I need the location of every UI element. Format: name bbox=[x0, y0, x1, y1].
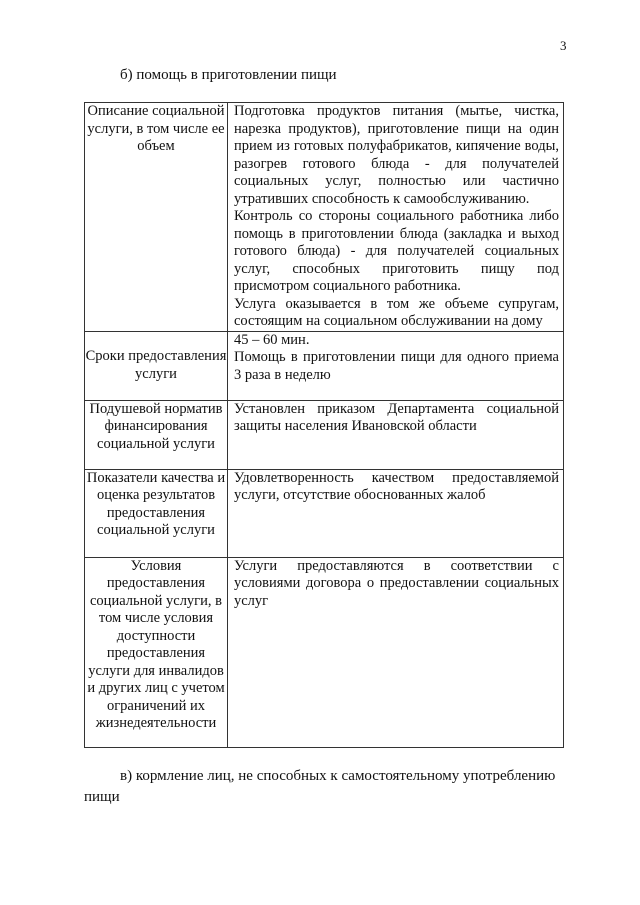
table-row-quality bbox=[85, 469, 564, 557]
value-paragraph: Установлен приказом Департамента социальной защиты населения Ивановской области bbox=[234, 400, 559, 434]
row-label: Показатели качества и оценка результатов предоставления социальной услуги bbox=[85, 469, 228, 557]
row-value bbox=[228, 400, 564, 469]
table-row-terms bbox=[85, 331, 564, 400]
value-paragraph: Контроль со стороны социального работника либо помощь в приготовлении блюда (закладка и выход готового блюда) - для получателей социальных услуг, способных приготовить пищу под присмотром социального работника. bbox=[234, 208, 559, 294]
section-heading-b: б) помощь в приготовлении пищи bbox=[120, 67, 337, 83]
row-label: Условия предоставления социальной услуги, в том числе условия доступности предоставления услуги для инвалидов и других лиц с учетом ограничений их жизнедеятельности bbox=[85, 557, 228, 747]
page-number: 3 bbox=[560, 38, 567, 53]
section-heading-v: в) кормление лиц, не способных к самостоятельному употреблению пищи bbox=[84, 768, 556, 805]
value-paragraph: Подготовка продуктов питания (мытье, чистка, нарезка продуктов), приготовление пищи на один прием из готовых полуфабрикатов, кипячение воды, разогрев готового блюда - для получателей социальных услуг, полностью или частично утративших способность к самообслуживанию. bbox=[234, 103, 559, 207]
row-value bbox=[228, 331, 564, 400]
table-row-financing bbox=[85, 400, 564, 469]
row-label: Подушевой норматив финансирования социальной услуги bbox=[85, 400, 228, 469]
row-label: Сроки предоставления услуги bbox=[85, 331, 228, 400]
row-value bbox=[228, 103, 564, 332]
service-standard-table bbox=[84, 102, 564, 748]
row-value bbox=[228, 557, 564, 747]
value-paragraph: Удовлетворенность качеством предоставляемой услуги, отсутствие обоснованных жалоб bbox=[234, 469, 559, 503]
value-paragraph: 45 – 60 мин. bbox=[234, 331, 310, 348]
value-paragraph: Услуга оказывается в том же объеме супругам, состоящим на социальном обслуживании на дому bbox=[234, 295, 559, 329]
table-row-description bbox=[85, 103, 564, 332]
table-row-conditions bbox=[85, 557, 564, 747]
row-label: Описание социальной услуги, в том числе ее объем bbox=[85, 103, 228, 332]
row-value bbox=[228, 469, 564, 557]
value-paragraph: Помощь в приготовлении пищи для одного приема 3 раза в неделю bbox=[234, 349, 559, 383]
value-paragraph: Услуги предоставляются в соответствии с условиями договора о предоставлении социальных услуг bbox=[234, 557, 559, 609]
